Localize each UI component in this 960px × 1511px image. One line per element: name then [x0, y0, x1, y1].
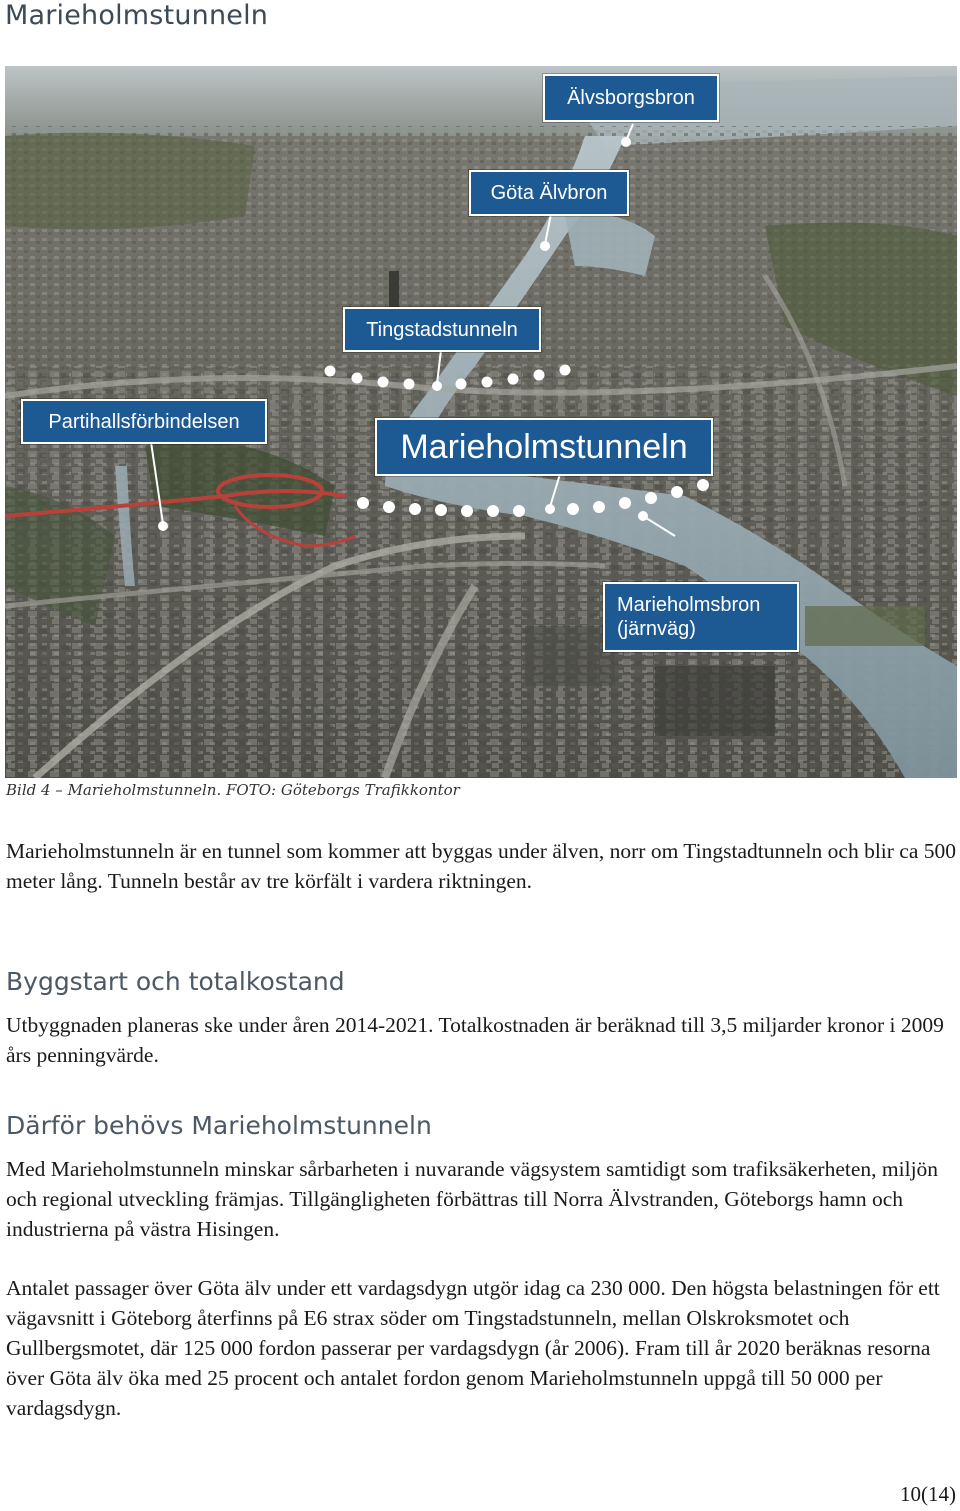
intro-paragraph: Marieholmstunneln är en tunnel som kommer att byggas under älven, norr om Tingstadtunneln och blir ca 500 meter lång. Tunneln består av tre körfält i vardera riktningen.	[6, 839, 957, 893]
callout-marieholmsbron-line1: Marieholmsbron	[617, 594, 761, 616]
callout-marieholmstunneln: Marieholmstunneln	[375, 418, 713, 476]
aerial-photo	[5, 66, 957, 778]
callout-marieholmsbron	[603, 582, 799, 652]
byggstart-paragraph: Utbyggnaden planeras ske under åren 2014-2021. Totalkostnaden är beräknad till 3,5 miljarder kronor i 2009 års penningvärde.	[6, 1013, 944, 1067]
heading-byggstart: Byggstart och totalkostand	[6, 967, 345, 996]
darfor-paragraph-1: Med Marieholmstunneln minskar sårbarheten i nuvarande vägsystem samtidigt som trafiksäkerheten, miljön och regional utveckling främjas. Tillgängligheten förbättras till Norra Älvstranden, Göteborgs hamn och industrierna på västra Hisingen.	[6, 1157, 939, 1241]
photo-caption: Bild 4 – Marieholmstunneln. FOTO: Göteborgs Trafikkontor	[6, 781, 460, 799]
callout-tingstadstunneln: Tingstadstunneln	[343, 307, 541, 352]
callout-partihallsforbindelsen: Partihallsförbindelsen	[21, 399, 267, 444]
callout-alvsborgsbron: Älvsborgsbron	[543, 74, 719, 122]
heading-darfor: Därför behövs Marieholmstunneln	[6, 1111, 432, 1140]
callout-gota-alvbron: Göta Älvbron	[469, 170, 629, 216]
callout-marieholmsbron-line2: (järnväg)	[617, 618, 696, 640]
darfor-paragraph-2: Antalet passager över Göta älv under ett vardagsdygn utgör idag ca 230 000. Den högsta belastningen för ett vägavsnitt i Göteborg återfinns på E6 strax söder om Tingstadstunneln, mellan Olskroksmotet och Gullbergsmotet, där 125 000 fordon passerar per vardagsdygn (år 2006). Fram till år 2020 beräknas resorna över Göta älv öka med 25 procent och antalet fordon genom Marieholmstunneln uppgå till 50 000 per vardagsdygn.	[6, 1276, 940, 1420]
page-title: Marieholmstunneln	[5, 0, 269, 31]
page-number: 10(14)	[900, 1482, 956, 1506]
